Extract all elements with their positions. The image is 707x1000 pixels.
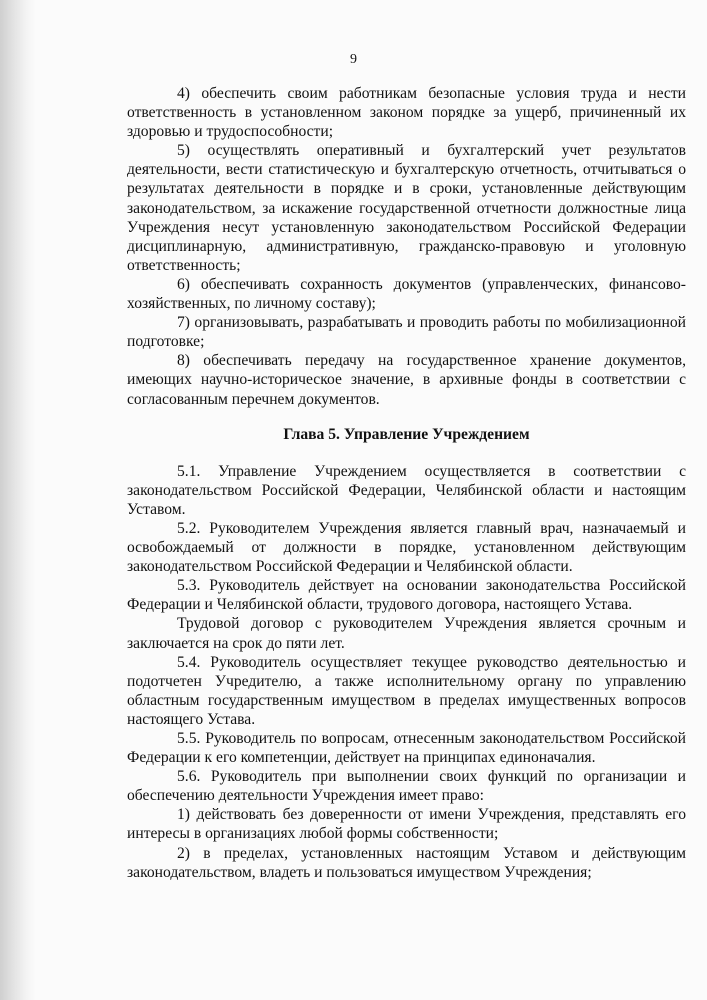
paragraph-obligation-5: 5) осуществлять оперативный и бухгалтерский учет результатов деятельности, вести статистическую и бухгалтерскую отчетность, отчитываться о результатах деятельности в порядке и в сроки, установленные действующим законодательством, за искажение государственной отчетности должностные лица Учреждения несут установленную законодательством Российской Федерации дисциплинарную, административную, гражданско-правовую и уголовную ответственность; <box>127 142 686 274</box>
paragraph-obligation-7: 7) организовывать, разрабатывать и проводить работы по мобилизационной подготовке; <box>127 314 686 351</box>
paragraph-5-3: 5.3. Руководитель действует на основании законодательства Российской Федерации и Челябинской области, трудового договора, настоящего Устава. <box>127 577 686 614</box>
paragraph-5-2: 5.2. Руководителем Учреждения является главный врач, назначаемый и освобождаемый от должности в порядке, установленном действующим законодательством Российской Федерации и Челябинской области. <box>127 519 686 576</box>
paragraph-5-1: 5.1. Управление Учреждением осуществляется в соответствии с законодательством Российской Федерации, Челябинской области и настоящим Уставом. <box>127 462 686 518</box>
paragraph-labor-contract: Трудовой договор с руководителем Учреждения является срочным и заключается на срок до пяти лет. <box>127 615 686 652</box>
paragraph-5-6: 5.6. Руководитель при выполнении своих функций по организации и обеспечению деятельности Учреждения имеет право: <box>127 768 686 805</box>
chapter-heading: Глава 5. Управление Учреждением <box>283 425 530 443</box>
paragraph-obligation-4: 4) обеспечить своим работникам безопасные условия труда и нести ответственность в установленном законом порядке за ущерб, причиненный их здоровью и трудоспособности; <box>127 85 686 141</box>
page-number: 9 <box>350 52 357 67</box>
paragraph-right-2: 2) в пределах, установленных настоящим Уставом и действующим законодательством, владеть и пользоваться имуществом Учреждения; <box>127 844 686 881</box>
paragraph-5-4: 5.4. Руководитель осуществляет текущее руководство деятельностью и подотчетен Учредителю, а также исполнительному органу по управлению областным государственным имуществом в пределах имущественных вопросов настоящего Устава. <box>127 653 686 728</box>
paragraph-right-1: 1) действовать без доверенности от имени Учреждения, представлять его интересы в организациях любой формы собственности; <box>127 806 686 843</box>
paragraph-obligation-8: 8) обеспечивать передачу на государственное хранение документов, имеющих научно-историческое значение, в архивные фонды в соответствии с согласованным перечнем документов. <box>127 352 686 408</box>
paragraph-obligation-6: 6) обеспечивать сохранность документов (управленческих, финансово-хозяйственных, по личному составу); <box>127 275 686 313</box>
scan-edge-shadow <box>0 0 36 1000</box>
paragraph-5-5: 5.5. Руководитель по вопросам, отнесенным законодательством Российской Федерации к его компетенции, действует на принципах единоначалия. <box>127 730 686 767</box>
document-body <box>127 84 686 882</box>
